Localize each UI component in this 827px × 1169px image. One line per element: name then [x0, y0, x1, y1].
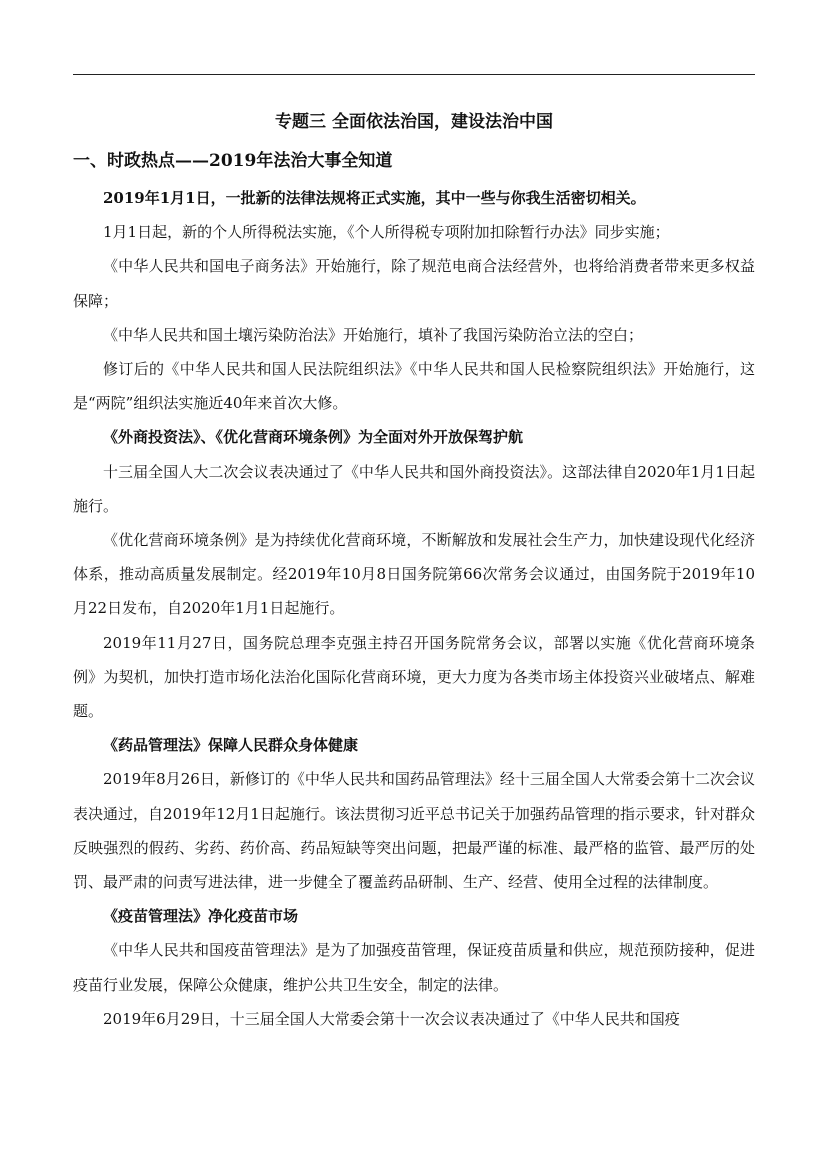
document-body [73, 103, 755, 1036]
body-paragraph: 十三届全国人大二次会议表决通过了《中华人民共和国外商投资法》。这部法律自2020年1月1日起施行。 [73, 462, 755, 515]
subheading-paragraph: 《药品管理法》保障人民群众身体健康 [103, 736, 359, 755]
body-paragraph: 《优化营商环境条例》是为持续优化营商环境，不断解放和发展社会生产力，加快建设现代化经济体系，推动高质量发展制定。经2019年10月8日国务院第66次常务会议通过，由国务院于2019年10月22日发布，自2020年1月1日起施行。 [73, 531, 755, 618]
body-paragraph: 《中华人民共和国土壤污染防治法》开始施行，填补了我国污染防治立法的空白； [103, 325, 644, 344]
body-paragraph: 《中华人民共和国疫苗管理法》是为了加强疫苗管理，保证疫苗质量和供应，规范预防接种，促进疫苗行业发展，保障公众健康，维护公共卫生安全，制定的法律。 [73, 941, 755, 994]
body-paragraph: 1月1日起，新的个人所得税法实施，《个人所得税专项附加扣除暂行办法》同步实施； [103, 223, 670, 242]
header-rule [73, 74, 755, 75]
body-paragraph: 2019年11月27日，国务院总理李克强主持召开国务院常务会议，部署以实施《优化营商环境条例》为契机，加快打造市场化法治化国际化营商环境，更大力度为各类市场主体投资兴业破堵点、解难题。 [73, 633, 755, 721]
subheading-paragraph: 《外商投资法》、《优化营商环境条例》为全面对外开放保驾护航 [103, 428, 524, 447]
subheading-paragraph: 2019年1月1日，一批新的法律法规将正式实施，其中一些与你我生活密切相关。 [103, 189, 646, 207]
section-heading: 一、时政热点——2019年法治大事全知道 [73, 151, 393, 171]
subheading-paragraph: 《疫苗管理法》净化疫苗市场 [103, 907, 299, 926]
body-paragraph: 《中华人民共和国电子商务法》开始施行，除了规范电商合法经营外，也将给消费者带来更多权益保障； [73, 257, 755, 310]
body-paragraph: 修订后的《中华人民共和国人民法院组织法》《中华人民共和国人民检察院组织法》开始施行，这是“两院”组织法实施近40年来首次大修。 [73, 360, 755, 413]
body-paragraph: 2019年6月29日，十三届全国人大常委会第十一次会议表决通过了《中华人民共和国疫 [103, 1009, 680, 1028]
body-paragraph: 2019年8月26日，新修订的《中华人民共和国药品管理法》经十三届全国人大常委会第十二次会议表决通过，自2019年12月1日起施行。该法贯彻习近平总书记关于加强药品管理的指示要求，针对群众反映强烈的假药、劣药、药价高、药品短缺等突出问题，把最严谨的标准、最严格的监管、最严厉的处罚、最严肃的问责写进法律，进一步健全了覆盖药品研制、生产、经营、使用全过程的法律制度。 [73, 770, 755, 892]
document-title: 专题三 全面依法治国，建设法治中国 [275, 112, 553, 132]
paragraph-list [73, 181, 755, 1036]
